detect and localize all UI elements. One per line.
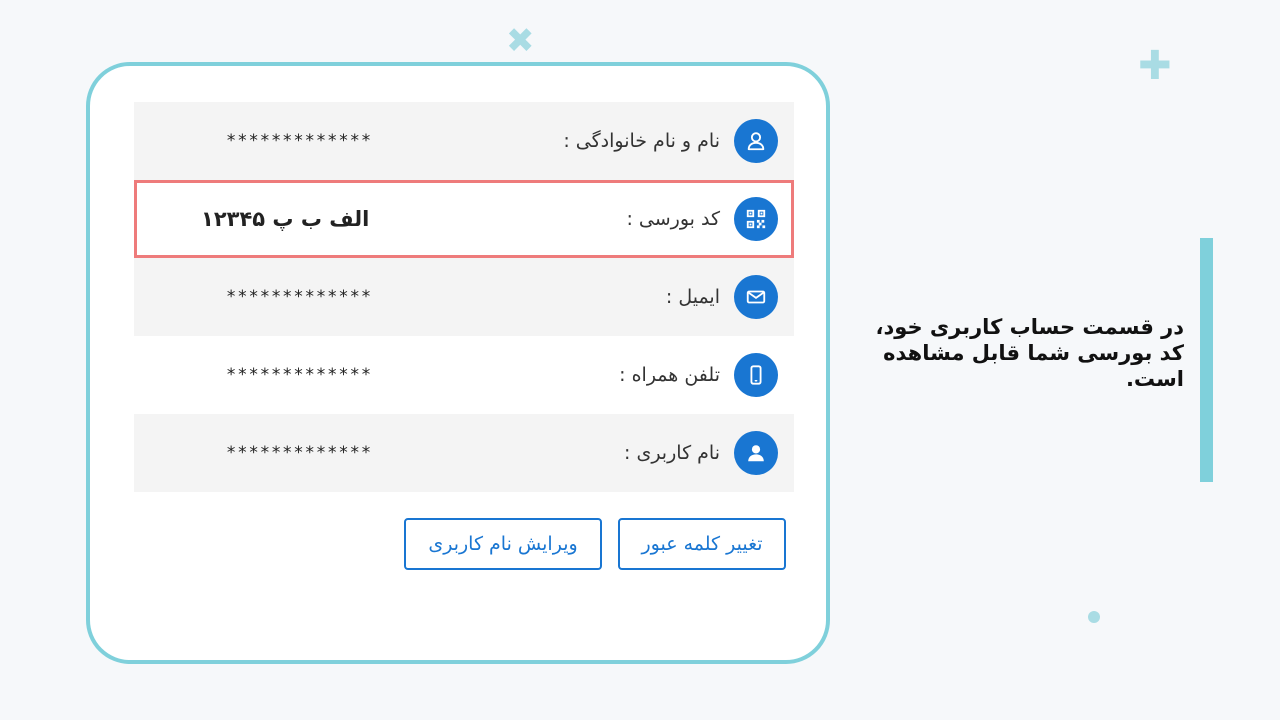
account-info-list [134,102,794,492]
mail-icon [734,275,778,319]
stock-code-label: کد بورسی : [626,208,720,230]
email-label: ایمیل : [665,286,720,308]
accent-bar [1200,238,1213,482]
email-row [134,258,794,336]
mobile-value: ************* [226,365,373,385]
decorative-dot [1088,611,1100,623]
username-row [134,414,794,492]
qr-code-icon [734,197,778,241]
change-password-button[interactable]: تغییر کلمه عبور [618,518,786,570]
stock-code-row [134,180,794,258]
username-value: ************* [226,443,373,463]
decorative-plus-icon: ✚ [1138,43,1172,89]
mobile-phone-icon [734,353,778,397]
caption-text: در قسمت حساب کاربری خود، کد بورسی شما قابل مشاهده است. [875,315,1184,391]
full-name-row [134,102,794,180]
stock-code-value: الف ب پ ۱۲۳۴۵ [201,207,370,231]
mobile-label: تلفن همراه : [619,364,720,386]
full-name-label: نام و نام خانوادگی : [563,130,720,152]
decorative-cross-icon: ✖ [506,21,535,61]
account-info-card [86,62,830,664]
email-value: ************* [226,287,373,307]
username-label: نام کاربری : [624,442,720,464]
user-outline-icon [734,119,778,163]
mobile-row [134,336,794,414]
full-name-value: ************* [226,131,373,151]
user-solid-icon [734,431,778,475]
edit-username-button[interactable]: ویرایش نام کاربری [404,518,602,570]
